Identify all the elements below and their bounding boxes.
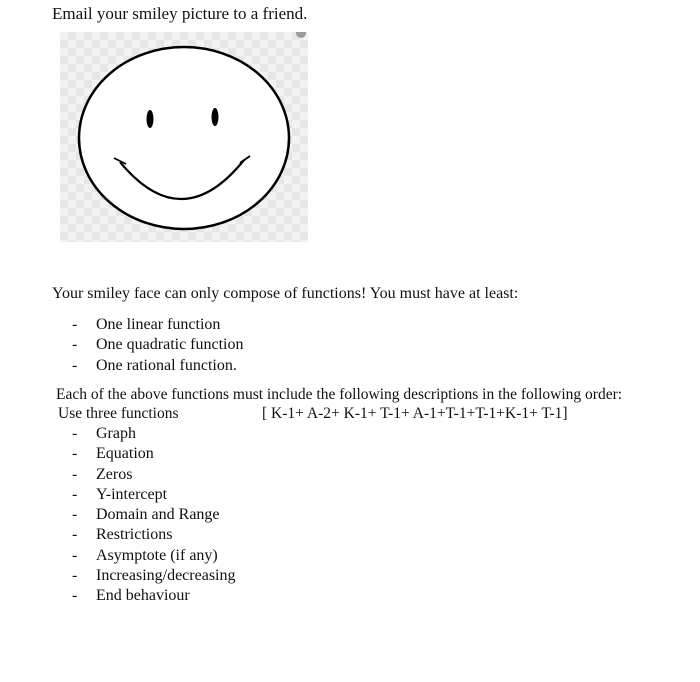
list-item: - One quadratic function <box>72 335 244 355</box>
list-item: - One linear function <box>72 315 244 335</box>
list-item: - Increasing/decreasing <box>72 566 235 586</box>
bullet-dash: - <box>72 336 78 354</box>
bullet-dash: - <box>72 316 78 333</box>
list-item: - Graph <box>72 424 235 444</box>
list-item: - Restrictions <box>72 525 235 545</box>
descriptions-list <box>72 424 235 607</box>
bullet-dash: - <box>72 485 78 503</box>
list-item: - Equation <box>72 444 235 464</box>
bullet-dash: - <box>72 526 78 544</box>
bullet-dash: - <box>72 465 78 483</box>
bullet-dash: - <box>72 425 78 442</box>
description-instructions: Each of the above functions must include the following descriptions in the following order: <box>56 386 623 403</box>
list-item: - Zeros <box>72 465 235 485</box>
list-item: - Asymptote (if any) <box>72 546 235 566</box>
left-eye <box>147 110 154 128</box>
list-item: - One rational function. <box>72 356 244 376</box>
right-eye <box>212 108 219 126</box>
list-item: - End behaviour <box>72 586 235 606</box>
required-functions-list <box>72 315 244 376</box>
smiley-image <box>60 32 308 242</box>
bullet-dash: - <box>72 506 78 524</box>
bullet-dash: - <box>72 356 78 374</box>
face-outline <box>79 47 289 229</box>
smiley-face-icon <box>60 32 308 242</box>
intro-text: Your smiley face can only compose of functions! You must have at least: <box>52 285 519 302</box>
bullet-dash: - <box>72 445 78 463</box>
bullet-dash: - <box>72 587 78 605</box>
list-item: - Y-intercept <box>72 485 235 505</box>
rubric-text: [ K-1+ A-2+ K-1+ T-1+ A-1+T-1+T-1+K-1+ T-1] <box>262 405 568 422</box>
list-item: - Domain and Range <box>72 505 235 525</box>
bullet-dash: - <box>72 567 78 585</box>
page-title: Email your smiley picture to a friend. <box>52 4 308 23</box>
bullet-dash: - <box>72 546 78 564</box>
use-functions-text: Use three functions <box>58 405 179 422</box>
